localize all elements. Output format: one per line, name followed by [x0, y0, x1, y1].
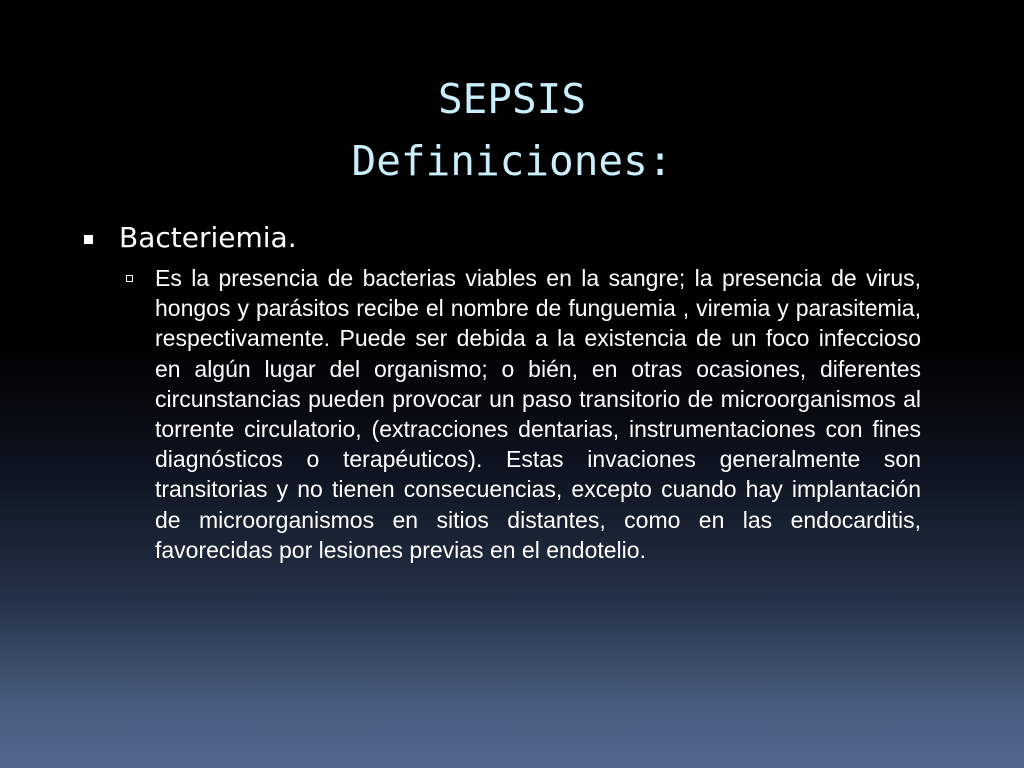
sub-bullet-text: Es la presencia de bacterias viables en la sangre; la presencia de virus, hongos y parásitos recibe el nombre de funguemia , viremia y parasitemia, respectivamente. Puede ser debida a la existencia de un foco infeccioso en algún lugar del organismo; o bién, en otras ocasiones, diferentes circunstancias pueden provocar un paso transitorio de microorganismos al torrente circulatorio, (extracciones dentarias, instrumentaciones con fines diagnósticos o terapéuticos). Estas invaciones generalmente son transitorias y no tienen consecuencias, excepto cuando hay implantación de microorganismos en sitios distantes, como en las endocarditis, favorecidas por lesiones previas en el endotelio. [155, 265, 921, 563]
hollow-square-bullet-icon [126, 275, 133, 282]
filled-square-bullet-icon [84, 235, 93, 244]
title-line-definiciones: Definiciones: [351, 137, 673, 185]
slide-title [0, 68, 1024, 192]
title-line-sepsis: SEPSIS [437, 75, 587, 123]
bullet-item-bacteriemia [84, 218, 297, 258]
sub-bullet-item [126, 263, 926, 565]
bullet-heading: Bacteriemia. [119, 221, 297, 254]
